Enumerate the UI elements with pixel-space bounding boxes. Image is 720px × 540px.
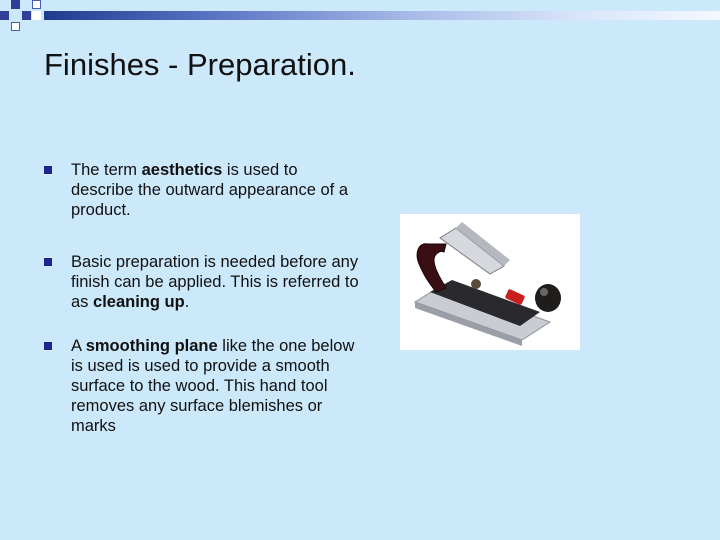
decor-square [11, 0, 20, 9]
decor-square [32, 11, 41, 20]
bold-term: smoothing plane [85, 337, 218, 355]
bullet-square-icon [44, 342, 52, 350]
slide-title: Finishes - Preparation. [44, 47, 356, 82]
decor-square [11, 22, 20, 31]
bold-term: aesthetics [141, 161, 223, 179]
header-decoration [0, 0, 60, 40]
bold-term: cleaning up [93, 293, 185, 311]
header-bar [44, 11, 720, 20]
smoothing-plane-image [400, 214, 580, 350]
bullet-text: The term aesthetics is used to describe the outward appearance of a product. [71, 161, 349, 219]
decor-square [22, 11, 31, 20]
bullet-square-icon [44, 166, 52, 174]
decor-square [0, 11, 9, 20]
bullet-text: A smoothing plane like the one below is used is used to provide a smooth surface to the wood. This hand tool removes any surface blemishes or marks [71, 337, 355, 435]
bullet-square-icon [44, 258, 52, 266]
decor-square [32, 0, 41, 9]
bullet-text: Basic preparation is needed before any finish can be applied. This is referred to as cleaning up. [71, 253, 359, 311]
smoothing-plane-icon [400, 214, 580, 350]
